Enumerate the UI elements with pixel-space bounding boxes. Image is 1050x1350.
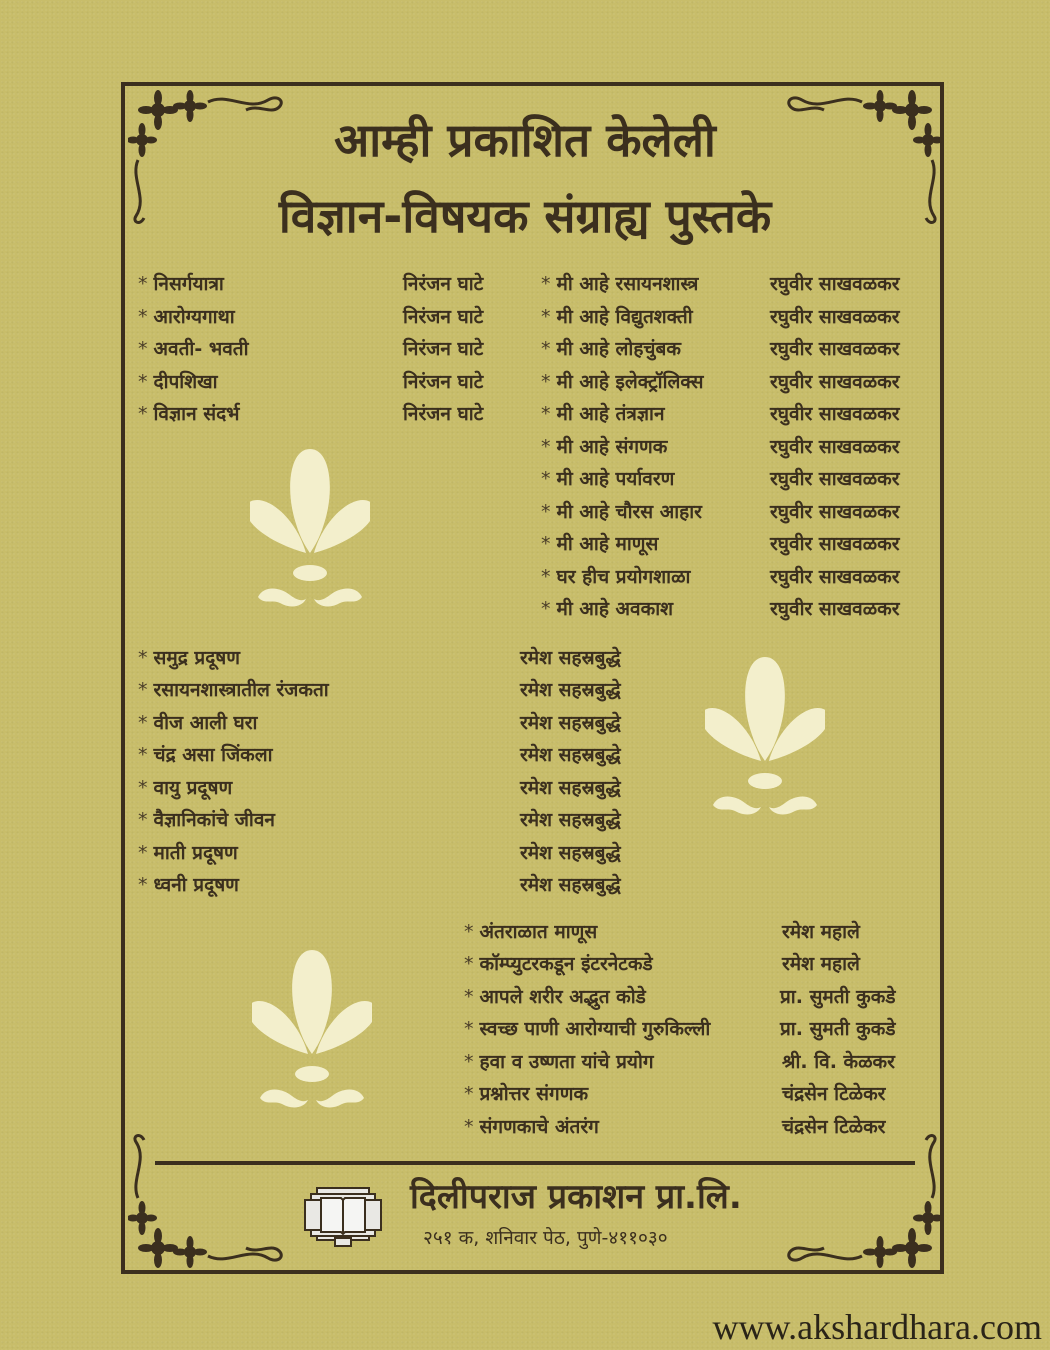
book-title: * संगणकाचे अंतरंग — [464, 1116, 599, 1138]
bullet-star-icon: * — [541, 371, 551, 393]
book-title: * मी आहे पर्यावरण — [541, 468, 675, 490]
bullet-star-icon: * — [138, 371, 148, 393]
book-author: निरंजन घाटे — [403, 371, 484, 393]
bullet-star-icon: * — [464, 1051, 474, 1073]
book-title: * दीपशिखा — [138, 371, 218, 393]
bullet-star-icon: * — [541, 598, 551, 620]
book-author: रमेश सहस्रबुद्धे — [520, 679, 621, 701]
book-author: श्री. वि. केळकर — [782, 1051, 895, 1073]
book-title: * चंद्र असा जिंकला — [138, 744, 273, 766]
floral-corner-icon — [128, 1130, 298, 1270]
book-author: रघुवीर साखवळकर — [770, 566, 900, 588]
book-author: रमेश महाले — [782, 953, 860, 975]
book-author: रमेश सहस्रबुद्धे — [520, 809, 621, 831]
book-author: प्रा. सुमती कुकडे — [780, 986, 896, 1008]
bullet-star-icon: * — [541, 273, 551, 295]
bullet-star-icon: * — [138, 338, 148, 360]
book-author: रघुवीर साखवळकर — [770, 468, 900, 490]
book-title: * मी आहे रसायनशास्त्र — [541, 273, 699, 295]
book-title: * अंतराळात माणूस — [464, 921, 598, 943]
book-title: * मी आहे संगणक — [541, 436, 668, 458]
bullet-star-icon: * — [541, 501, 551, 523]
bullet-star-icon: * — [464, 986, 474, 1008]
book-title: * मी आहे इलेक्ट्रॉलिक्स — [541, 371, 704, 393]
bullet-star-icon: * — [464, 953, 474, 975]
book-author: प्रा. सुमती कुकडे — [780, 1018, 896, 1040]
book-title: * हवा व उष्णता यांचे प्रयोग — [464, 1051, 654, 1073]
page-title-line-1: आम्ही प्रकाशित केलेली — [334, 113, 716, 167]
bullet-star-icon: * — [138, 712, 148, 734]
website-url: www.akshardhara.com — [712, 1307, 1042, 1347]
book-title: * माती प्रदूषण — [138, 842, 238, 864]
book-author: रमेश सहस्रबुद्धे — [520, 744, 621, 766]
book-author: निरंजन घाटे — [403, 306, 484, 328]
corner-ornament-bottom-right — [772, 1130, 942, 1270]
book-title: * ध्वनी प्रदूषण — [138, 874, 239, 896]
book-title: * घर हीच प्रयोगशाळा — [541, 566, 691, 588]
bullet-star-icon: * — [541, 403, 551, 425]
separator-line — [155, 1161, 915, 1165]
book-author: रघुवीर साखवळकर — [770, 371, 900, 393]
fleur-ornament-3 — [252, 948, 372, 1113]
book-title: * अवती- भवती — [138, 338, 249, 360]
bullet-star-icon: * — [464, 1018, 474, 1040]
book-title: * आपले शरीर अद्भुत कोडे — [464, 986, 646, 1008]
bullet-star-icon: * — [541, 306, 551, 328]
book-title: * रसायनशास्त्रातील रंजकता — [138, 679, 329, 701]
book-author: रमेश सहस्रबुद्धे — [520, 712, 621, 734]
book-author: रघुवीर साखवळकर — [770, 273, 900, 295]
book-author: रघुवीर साखवळकर — [770, 533, 900, 555]
book-title: * कॉम्प्युटरकडून इंटरनेटकडे — [464, 953, 653, 975]
book-title: * आरोग्यगाथा — [138, 306, 235, 328]
book-title: * मी आहे चौरस आहार — [541, 501, 702, 523]
book-title: * विज्ञान संदर्भ — [138, 403, 240, 425]
book-title: * मी आहे तंत्रज्ञान — [541, 403, 665, 425]
bullet-star-icon: * — [138, 777, 148, 799]
book-author: चंद्रसेन टिळेकर — [782, 1083, 886, 1105]
open-book-icon — [303, 1186, 383, 1248]
book-author: रमेश महाले — [782, 921, 860, 943]
bullet-star-icon: * — [464, 1083, 474, 1105]
book-title: * समुद्र प्रदूषण — [138, 647, 241, 669]
bullet-star-icon: * — [541, 436, 551, 458]
bullet-star-icon: * — [138, 306, 148, 328]
book-author: निरंजन घाटे — [403, 273, 484, 295]
publisher-address: २५१ क, शनिवार पेठ, पुणे-४११०३० — [423, 1227, 668, 1249]
bullet-star-icon: * — [138, 273, 148, 295]
bullet-star-icon: * — [541, 338, 551, 360]
book-title: * वीज आली घरा — [138, 712, 258, 734]
bullet-star-icon: * — [541, 533, 551, 555]
book-author: रघुवीर साखवळकर — [770, 436, 900, 458]
fleur-ornament-1 — [250, 447, 370, 612]
book-title: * मी आहे अवकाश — [541, 598, 674, 620]
bullet-star-icon: * — [464, 921, 474, 943]
book-author: रघुवीर साखवळकर — [770, 501, 900, 523]
book-title: * मी आहे लोहचुंबक — [541, 338, 681, 360]
corner-ornament-bottom-left — [128, 1130, 298, 1270]
floral-corner-icon — [772, 1130, 942, 1270]
book-title: * वायु प्रदूषण — [138, 777, 233, 799]
book-title: * प्रश्नोत्तर संगणक — [464, 1083, 589, 1105]
book-author: रमेश सहस्रबुद्धे — [520, 647, 621, 669]
fleur-de-lis-icon — [705, 655, 825, 820]
book-author: निरंजन घाटे — [403, 338, 484, 360]
page-title-line-2: विज्ञान-विषयक संग्राह्य पुस्तके — [278, 189, 772, 243]
book-author: रघुवीर साखवळकर — [770, 338, 900, 360]
book-title: * स्वच्छ पाणी आरोग्याची गुरुकिल्ली — [464, 1018, 711, 1040]
bullet-star-icon: * — [138, 679, 148, 701]
bullet-star-icon: * — [138, 647, 148, 669]
book-author: रमेश सहस्रबुद्धे — [520, 842, 621, 864]
book-author: रमेश सहस्रबुद्धे — [520, 777, 621, 799]
bullet-star-icon: * — [138, 874, 148, 896]
fleur-ornament-2 — [705, 655, 825, 820]
book-author: निरंजन घाटे — [403, 403, 484, 425]
book-title: * मी आहे माणूस — [541, 533, 659, 555]
bullet-star-icon: * — [138, 403, 148, 425]
bullet-star-icon: * — [138, 744, 148, 766]
book-title: * वैज्ञानिकांचे जीवन — [138, 809, 275, 831]
fleur-de-lis-icon — [250, 447, 370, 612]
publisher-name: दिलीपराज प्रकाशन प्रा.लि. — [410, 1177, 742, 1217]
book-author: रमेश सहस्रबुद्धे — [520, 874, 621, 896]
bullet-star-icon: * — [138, 809, 148, 831]
book-author: रघुवीर साखवळकर — [770, 306, 900, 328]
book-title: * मी आहे विद्युतशक्ती — [541, 306, 693, 328]
bullet-star-icon: * — [138, 842, 148, 864]
book-author: चंद्रसेन टिळेकर — [782, 1116, 886, 1138]
fleur-de-lis-icon — [252, 948, 372, 1113]
bullet-star-icon: * — [541, 566, 551, 588]
bullet-star-icon: * — [541, 468, 551, 490]
book-title: * निसर्गयात्रा — [138, 273, 224, 295]
bullet-star-icon: * — [464, 1116, 474, 1138]
book-author: रघुवीर साखवळकर — [770, 598, 900, 620]
book-author: रघुवीर साखवळकर — [770, 403, 900, 425]
